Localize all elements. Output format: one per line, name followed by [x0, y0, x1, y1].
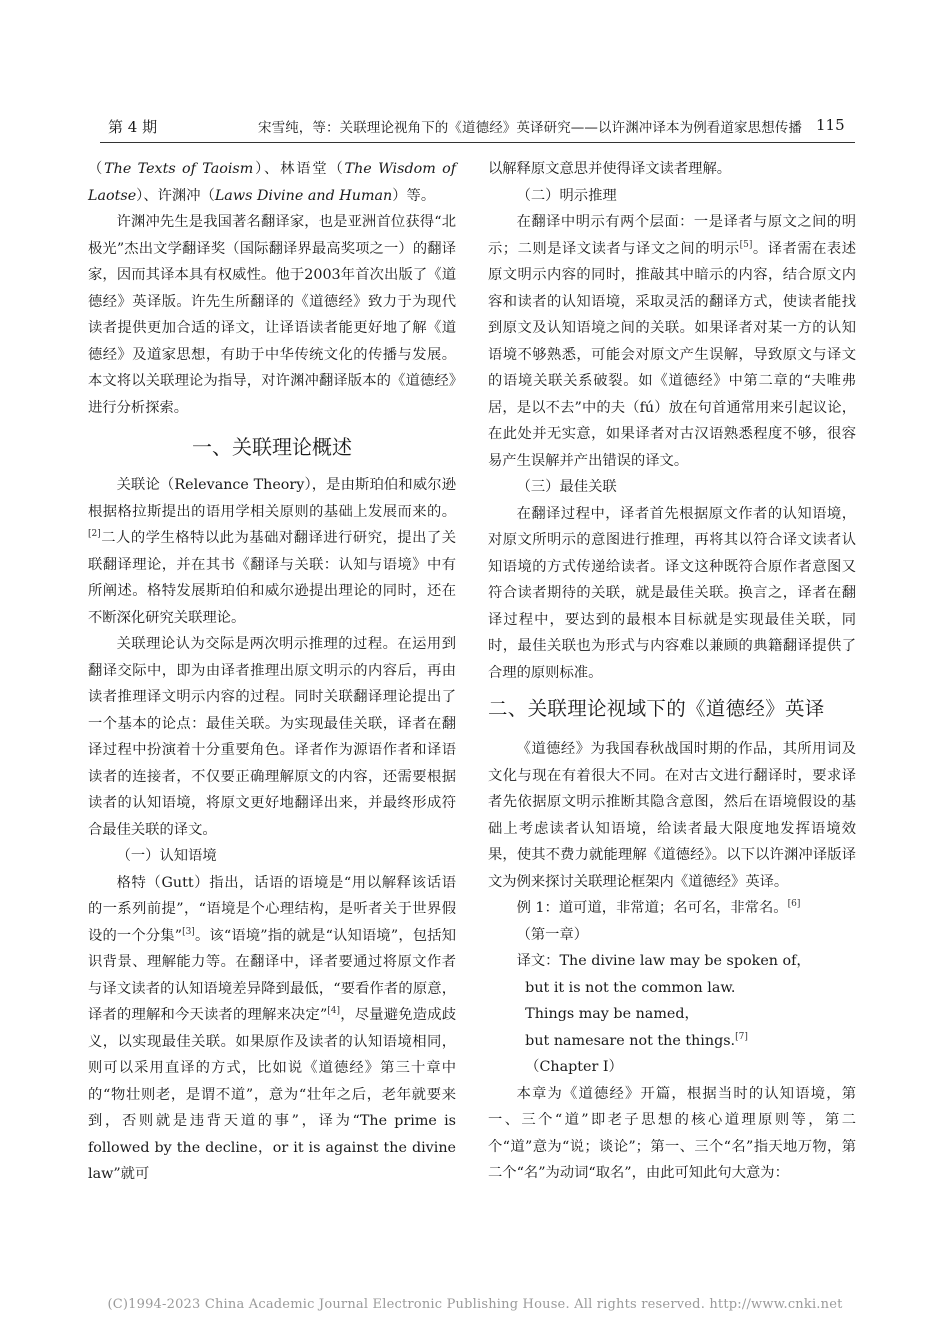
citation-ref: [4] — [327, 1006, 341, 1016]
subheading-cognitive-context: （一）认知语境 — [116, 848, 217, 864]
paragraph-ostension-levels: 在翻译中明示有两个层面：一是译者与原文之间的明示；二则是译文读者与译文之间的明示[5]。译者需在表述原文明示内容的同时，推敲其中暗示的内容，结合原文内容和读者的认知语境，采取灵活的翻译方式，使读者能找到原文及认知语境之间的关联。如果译者对某一方的认知语境不够熟悉，可能会对原文产生误解，导致原文与译文的语境关联关系破裂。如《道德经》中第二章的“夫唯弗居，是以不去”中的夫（fú）放在句首通常用来引起议论，在此处并无实意，如果译者对古汉语熟悉程度不够，很容易产生误解并产出错误的译文。 — [488, 214, 857, 469]
left-column — [88, 156, 456, 1188]
paragraph-gutt-context: 格特（Gutt）指出，话语的语境是“用以解释该话语的一系列前提”，“语境是个心理结构，是听者关于世界假设的一个分集”[3]。该“语境”指的就是“认知语境”，包括知识背景、理解能力等。在翻译中，译者要通过将原文作者与译文读者的认知语境差异降到最低，“要看作者的原意，译者的理解和今天读者的理解来决定”[4]，尽量避免造成歧义，以实现最佳关联。如果原作及读者的认知语境相同，则可以采用直译的方式，比如说《道德经》第三十章中的“物壮则老，是谓不道”，意为“壮年之后，老年就要来到，否则就是违背天道的事”，译为“The prime is followed by the decline，or it is against the divine law”就可 — [88, 874, 457, 1182]
issue-label: 第 4 期 — [108, 118, 158, 136]
citation-ref: [6] — [787, 899, 801, 909]
example-1-source: 例 1：道可道，非常道；名可名，非常名。[6] — [516, 899, 801, 916]
citation-ref: [3] — [182, 926, 195, 937]
paragraph-continuation: 以解释原文意思并使得译文读者理解。 — [488, 161, 732, 177]
header-rule — [100, 142, 855, 143]
paragraph-relevance-theory: 关联论（Relevance Theory），是由斯珀伯和威尔逊根据格拉斯提出的语用学相关原则的基础上发展而来的。[2]二人的学生格特以此为基础对翻译进行研究，提出了关联翻译理论，并在其书《翻译与关联：认知与语境》中有所阐述。格特发展斯珀伯和威尔逊提出理论的同时，还在不断深化研究关联理论。 — [88, 477, 456, 626]
section-heading-1: 一、关联理论概述 — [192, 435, 352, 459]
citation-ref: [5] — [739, 239, 753, 250]
translation-line-3: Things may be named， — [525, 1006, 699, 1022]
section-heading-2: 二、关联理论视域下的《道德经》英译 — [488, 697, 825, 720]
translation-line-2: but it is not the common law. — [525, 979, 736, 996]
citation-ref: [2] — [88, 529, 101, 539]
page-number: 115 — [816, 116, 845, 134]
translation-chapter-label: （Chapter Ⅰ） — [525, 1059, 623, 1075]
translation-line-1: 译文：The divine law may be spoken of， — [516, 953, 811, 969]
right-column — [488, 156, 856, 1187]
subheading-optimal-relevance: （三）最佳关联 — [516, 479, 617, 495]
paragraph-xu-yuanchong: 许渊冲先生是我国著名翻译家，也是亚洲首位获得“北极光”杰出文学翻译奖（国际翻译界最高奖项之一）的翻译家，因而其译本具有权威性。他于2003年首次出版了《道德经》英译版。许先生所翻译的《道德经》致力于为现代读者提供更加合适的译文，让译语读者能更好地了解《道德经》及道家思想，有助于中华传统文化的传播与发展。本文将以关联理论为指导，对许渊冲翻译版本的《道德经》进行分析探索。 — [88, 214, 456, 416]
paragraph-daodejing-translation: 《道德经》为我国春秋战国时期的作品，其所用词及文化与现在有着很大不同。在对古文进行翻译时，要求译者先依据原文明示推断其隐含意图，然后在语境假设的基础上考虑读者认知语境，给读者最大限度地发挥语境效果，使其不费力就能理解《道德经》。以下以许渊冲译版译文为例来探讨关联理论框架内《道德经》英译。 — [488, 741, 856, 890]
paragraph-optimal-relevance: 在翻译过程中，译者首先根据原文作者的认知语境，对原文所明示的意图进行推理，再将其以符合译文读者认知语境的方式传递给读者。译文这种既符合原作者意图又符合读者期待的关联，就是最佳关联。换言之，译者在翻译过程中，要达到的最根本目标就是实现最佳关联，同时，最佳关联也为形式与内容难以兼顾的典籍翻译提供了合理的原则标准。 — [488, 505, 856, 681]
subheading-ostensive-inference: （二）明示推理 — [516, 187, 617, 204]
citation-ref: [7] — [735, 1031, 748, 1042]
example-1-chapter: （第一章） — [516, 926, 589, 943]
paragraph-ostensive-inference: 关联理论认为交际是两次明示推理的过程。在运用到翻译交际中，即为由译者推理出原文明示的内容后，再由读者推理译文明示内容的过程。同时关联翻译理论提出了一个基本的论点：最佳关联。为实现最佳关联，译者在翻译过程中扮演着十分重要角色。译者作为源语作者和译语读者的连接者，不仅要正确理解原文的内容，还需要根据读者的认知语境，将原文更好地翻译出来，并最终形成符合最佳关联的译文。 — [88, 636, 456, 838]
paragraph-translations-list: （The Texts of Taoism）、林语堂（The Wisdom of Laotse）、许渊冲（Laws Divine and Human）等。 — [88, 161, 457, 204]
running-title: 宋雪纯，等：关联理论视角下的《道德经》英译研究——以许渊冲译本为例看道家思想传播 — [258, 120, 802, 136]
translation-line-4: but namesare not the things.[7] — [525, 1031, 748, 1049]
running-header — [0, 0, 950, 150]
paragraph-chapter-analysis: 本章为《道德经》开篇，根据当时的认知语境，第一、三个“道”即老子思想的核心道理原则等，第二个“道”意为“说；谈论”；第一、三个“名”指天地万物，第二个“名”为动词“取名”，由此可知此句大意为： — [488, 1085, 856, 1181]
copyright-footer: (C)1994-2023 China Academic Journal Electronic Publishing House. All rights reserved. http://www.cnki.net — [107, 1297, 843, 1312]
